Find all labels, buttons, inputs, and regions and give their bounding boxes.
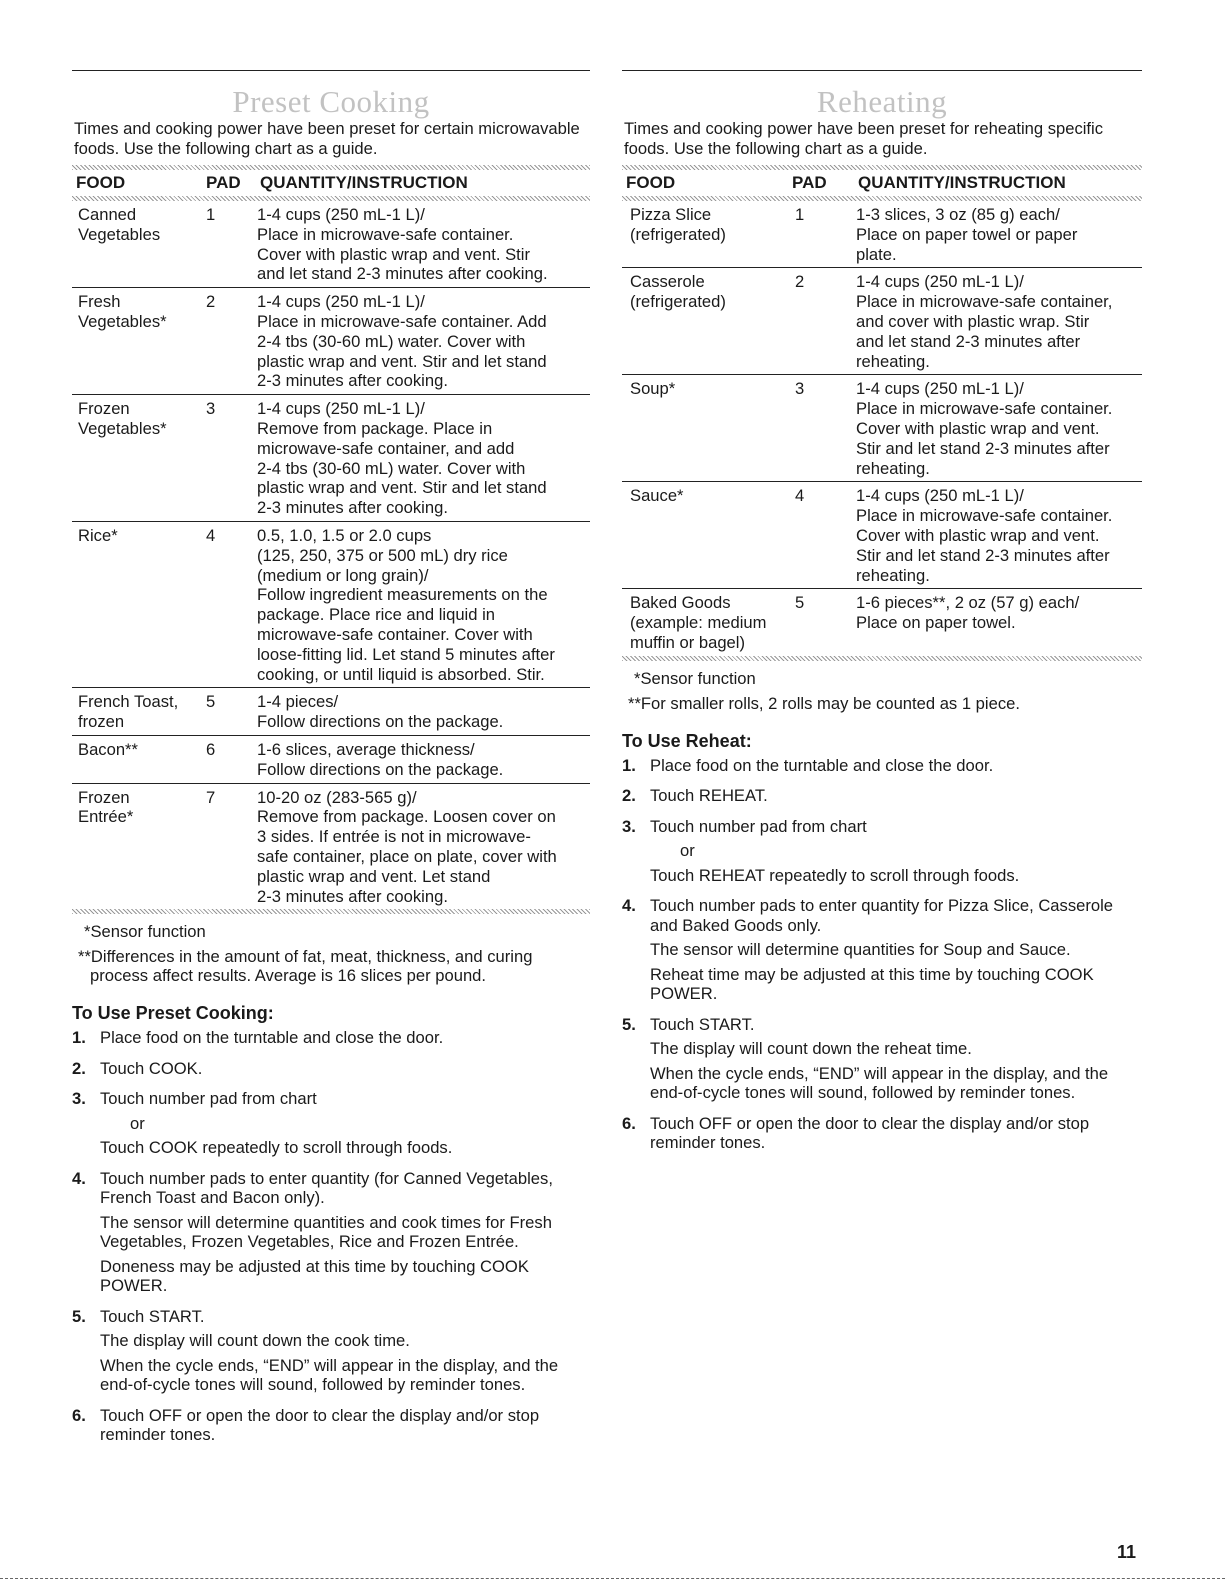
instruction-line: microwave-safe container, and add	[257, 438, 515, 458]
quantity-instruction-cell	[856, 272, 1142, 371]
step-item	[72, 1059, 590, 1084]
food-name-line: French Toast,	[78, 692, 179, 712]
food-name-line: muffin or bagel)	[630, 632, 745, 652]
instruction-line: 2-3 minutes after cooking.	[257, 371, 448, 391]
table-row	[622, 481, 1142, 588]
step-number: 5.	[72, 1306, 86, 1326]
steps-heading: To Use Preset Cooking:	[72, 1003, 274, 1024]
step-text: The sensor will determine quantities and cook times for Fresh Vegetables, Frozen Vegetables, Rice and Frozen Entrée.	[100, 1212, 552, 1252]
step-item	[622, 1114, 1142, 1158]
instruction-line: 2-4 tbs (30-60 mL) water. Cover with	[257, 458, 526, 478]
pad-number: 5	[795, 593, 805, 613]
table-row	[72, 287, 590, 394]
quantity-instruction-cell	[856, 205, 1142, 264]
header-quantity: QUANTITY/INSTRUCTION	[260, 173, 468, 192]
table-row	[72, 687, 590, 735]
food-name-line: Bacon**	[78, 739, 138, 759]
instruction-line: and cover with plastic wrap. Stir	[856, 311, 1090, 331]
section-title: Preset Cooking	[232, 84, 430, 119]
step-text: Touch number pads to enter quantity for Pizza Slice, Casserole and Baked Goods only.	[650, 896, 1114, 935]
step-text: Touch COOK repeatedly to scroll through foods.	[100, 1138, 453, 1158]
food-cell	[72, 526, 206, 684]
food-cell	[622, 379, 795, 478]
instruction-line: 1-4 cups (250 mL-1 L)/	[856, 486, 1024, 506]
table-header	[72, 170, 590, 196]
table-row	[72, 394, 590, 521]
instruction-line: Place in microwave-safe container,	[856, 292, 1113, 312]
step-number: 3.	[622, 816, 636, 836]
section-intro: Times and cooking power have been preset for certain microwavable foods. Use the following chart as a guide.	[74, 119, 580, 158]
instruction-line: Remove from package. Loosen cover on	[257, 807, 556, 827]
preset-table-body	[72, 201, 590, 909]
instruction-line: Place on paper towel.	[856, 613, 1016, 633]
step-text: Touch number pad from chart	[100, 1089, 317, 1109]
steps-heading: To Use Reheat:	[622, 730, 752, 751]
step-item	[622, 786, 1142, 811]
step-item	[622, 896, 1142, 1009]
table-row	[622, 588, 1142, 655]
step-text: Touch OFF or open the door to clear the display and/or stop reminder tones.	[650, 1113, 1090, 1153]
step-item	[72, 1307, 590, 1400]
hatch-rule	[622, 165, 1142, 170]
step-item	[72, 1169, 590, 1301]
table-row	[622, 267, 1142, 374]
step-item	[72, 1028, 590, 1053]
quantity-instruction-cell	[257, 205, 590, 284]
food-cell	[72, 788, 206, 907]
instruction-line: package. Place rice and liquid in	[257, 605, 495, 625]
step-text: Touch REHEAT repeatedly to scroll through foods.	[650, 865, 1020, 885]
step-body	[100, 1169, 590, 1301]
step-text: The display will count down the cook time.	[100, 1331, 410, 1351]
step-text: Place food on the turntable and close the door.	[650, 755, 994, 775]
instruction-line: loose-fitting lid. Let stand 5 minutes after	[257, 644, 555, 664]
step-item	[622, 1015, 1142, 1108]
step-body	[100, 1028, 590, 1053]
step-item	[622, 817, 1142, 891]
step-text: Place food on the turntable and close the door.	[100, 1028, 444, 1048]
food-name-line: (example: medium	[630, 613, 767, 633]
step-or: or	[680, 841, 695, 861]
food-cell	[72, 692, 206, 732]
hatch-rule	[72, 196, 590, 201]
instruction-line: plastic wrap and vent. Let stand	[257, 866, 491, 886]
instruction-line: Stir and let stand 2-3 minutes after	[856, 545, 1110, 565]
food-name-line: Soup*	[630, 379, 676, 399]
step-text: Doneness may be adjusted at this time by touching COOK POWER.	[100, 1256, 529, 1296]
instruction-line: Cover with plastic wrap and vent.	[856, 418, 1100, 438]
pad-number: 3	[795, 379, 805, 399]
step-text: Touch number pads to enter quantity (for Canned Vegetables, French Toast and Bacon only).	[100, 1168, 553, 1208]
step-number: 3.	[72, 1089, 86, 1109]
instruction-line: plastic wrap and vent. Stir and let stand	[257, 351, 547, 371]
pad-number: 2	[206, 292, 216, 312]
instruction-line: (medium or long grain)/	[257, 565, 429, 585]
quantity-instruction-cell	[257, 692, 590, 732]
instruction-line: safe container, place on plate, cover with	[257, 846, 557, 866]
step-body	[100, 1059, 590, 1084]
step-number: 2.	[72, 1058, 86, 1078]
instruction-line: Place in microwave-safe container.	[856, 399, 1113, 419]
instruction-line: 2-4 tbs (30-60 mL) water. Cover with	[257, 331, 526, 351]
step-number: 2.	[622, 786, 636, 806]
food-name-line: Canned	[78, 205, 137, 224]
step-item	[72, 1089, 590, 1163]
instruction-line: 1-4 cups (250 mL-1 L)/	[856, 379, 1024, 399]
section-title: Reheating	[816, 84, 948, 119]
pad-number: 1	[206, 205, 216, 224]
step-text: Reheat time may be adjusted at this time by touching COOK POWER.	[650, 964, 1094, 1004]
footnote-bacon: **Differences in the amount of fat, meat, thickness, and curing process affect results. Average is 16 slices per pound.	[78, 947, 533, 986]
section-intro: Times and cooking power have been preset for reheating specific foods. Use the following chart as a guide.	[624, 119, 1104, 158]
instruction-line: Follow directions on the package.	[257, 759, 504, 779]
instruction-line: 1-4 cups (250 mL-1 L)/	[257, 292, 425, 312]
food-cell	[622, 593, 795, 652]
preset-cooking-section	[72, 70, 590, 1456]
instruction-line: and let stand 2-3 minutes after cooking.	[257, 264, 548, 284]
instruction-line: Place in microwave-safe container.	[257, 224, 514, 244]
food-cell	[622, 205, 795, 264]
reheat-table-body	[622, 201, 1142, 656]
step-number: 4.	[622, 896, 636, 916]
pad-number: 7	[206, 787, 216, 807]
instruction-line: 1-4 pieces/	[257, 692, 339, 712]
table-row	[72, 783, 590, 910]
food-cell	[72, 292, 206, 391]
instruction-line: reheating.	[856, 458, 930, 478]
instruction-line: Place on paper towel or paper	[856, 224, 1078, 244]
table-row	[72, 521, 590, 687]
step-body	[100, 1089, 590, 1163]
quantity-instruction-cell	[257, 788, 590, 907]
table-header	[622, 170, 1142, 196]
instruction-line: 2-3 minutes after cooking.	[257, 886, 448, 906]
instruction-line: 1-3 slices, 3 oz (85 g) each/	[856, 205, 1060, 224]
top-rule	[72, 70, 590, 71]
step-item	[72, 1406, 590, 1450]
step-number: 1.	[72, 1028, 86, 1048]
header-food: FOOD	[76, 173, 126, 192]
step-text: Touch COOK.	[100, 1058, 203, 1078]
food-name-line: Rice*	[78, 525, 118, 545]
food-name-line: frozen	[78, 712, 125, 732]
header-food: FOOD	[626, 173, 676, 192]
step-body	[650, 1114, 1142, 1158]
instruction-line: reheating.	[856, 351, 930, 371]
pad-number: 4	[206, 525, 216, 545]
instruction-line: Stir and let stand 2-3 minutes after	[856, 438, 1110, 458]
quantity-instruction-cell	[856, 593, 1142, 652]
instruction-line: 1-4 cups (250 mL-1 L)/	[257, 205, 425, 224]
step-text: Touch REHEAT.	[650, 786, 768, 806]
instruction-line: Follow ingredient measurements on the	[257, 585, 548, 605]
food-cell	[622, 486, 795, 585]
bottom-rule	[0, 1578, 1225, 1579]
quantity-instruction-cell	[257, 526, 590, 684]
step-number: 4.	[72, 1168, 86, 1188]
food-name-line: Sauce*	[630, 486, 684, 506]
reheat-steps-list	[622, 756, 1142, 1158]
instruction-line: plastic wrap and vent. Stir and let stand	[257, 478, 547, 498]
pad-number: 1	[795, 205, 805, 224]
instruction-line: Cover with plastic wrap and vent. Stir	[257, 244, 530, 264]
pad-number: 2	[795, 272, 805, 292]
header-pad: PAD	[206, 173, 241, 192]
hatch-rule	[72, 165, 590, 170]
quantity-instruction-cell	[856, 486, 1142, 585]
instruction-line: 3 sides. If entrée is not in microwave-	[257, 827, 531, 847]
hatch-rule	[622, 196, 1142, 201]
hatch-rule	[622, 656, 1142, 661]
step-body	[100, 1307, 590, 1400]
step-number: 5.	[622, 1014, 636, 1034]
step-body	[650, 756, 1142, 781]
food-name-line: Fresh	[78, 292, 121, 312]
quantity-instruction-cell	[856, 379, 1142, 478]
instruction-line: Place in microwave-safe container. Add	[257, 311, 547, 331]
step-body	[650, 1015, 1142, 1108]
food-name-line: Baked Goods	[630, 593, 731, 613]
food-cell	[72, 740, 206, 780]
step-text: When the cycle ends, “END” will appear in the display, and the end-of-cycle tones will sound, followed by reminder tones.	[100, 1355, 559, 1395]
pad-number: 3	[206, 399, 216, 419]
step-text: The display will count down the reheat time.	[650, 1039, 972, 1059]
header-quantity: QUANTITY/INSTRUCTION	[858, 173, 1066, 192]
instruction-line: cooking, or until liquid is absorbed. Stir.	[257, 664, 545, 684]
food-cell	[72, 205, 206, 284]
instruction-line: microwave-safe container. Cover with	[257, 624, 533, 644]
pad-number: 4	[795, 486, 805, 506]
pad-number: 6	[206, 739, 216, 759]
instruction-line: Place in microwave-safe container.	[856, 506, 1113, 526]
instruction-line: Follow directions on the package.	[257, 712, 504, 732]
step-text: Touch START.	[650, 1014, 755, 1034]
table-row	[622, 201, 1142, 267]
step-or: or	[130, 1113, 145, 1133]
step-body	[650, 896, 1142, 1009]
pad-number: 5	[206, 692, 216, 712]
food-name-line: Vegetables*	[78, 311, 167, 331]
step-body	[650, 817, 1142, 891]
instruction-line: plate.	[856, 244, 897, 264]
food-name-line: Frozen	[78, 787, 130, 807]
instruction-line: Cover with plastic wrap and vent.	[856, 525, 1100, 545]
food-name-line: Vegetables	[78, 224, 161, 244]
step-number: 1.	[622, 755, 636, 775]
table-row	[72, 735, 590, 783]
quantity-instruction-cell	[257, 292, 590, 391]
food-name-line: Pizza Slice	[630, 205, 712, 224]
instruction-line: 1-6 pieces**, 2 oz (57 g) each/	[856, 593, 1080, 613]
quantity-instruction-cell	[257, 740, 590, 780]
header-pad: PAD	[792, 173, 827, 192]
step-number: 6.	[622, 1113, 636, 1133]
instruction-line: Remove from package. Place in	[257, 418, 493, 438]
instruction-line: 2-3 minutes after cooking.	[257, 498, 448, 518]
instruction-line: reheating.	[856, 565, 930, 585]
food-name-line: (refrigerated)	[630, 292, 726, 312]
footnote-sensor: *Sensor function	[634, 668, 756, 688]
food-cell	[72, 399, 206, 518]
food-cell	[622, 272, 795, 371]
instruction-line: 1-4 cups (250 mL-1 L)/	[856, 272, 1024, 292]
reheating-section	[622, 70, 1142, 1164]
food-name-line: Casserole	[630, 272, 705, 292]
food-name-line: Vegetables*	[78, 418, 167, 438]
footnote-rolls: **For smaller rolls, 2 rolls may be counted as 1 piece.	[628, 693, 1020, 713]
quantity-instruction-cell	[257, 399, 590, 518]
step-text: When the cycle ends, “END” will appear in the display, and the end-of-cycle tones will sound, followed by reminder tones.	[650, 1063, 1109, 1103]
top-rule	[622, 70, 1142, 71]
footnote-sensor: *Sensor function	[84, 922, 206, 942]
table-row	[72, 201, 590, 287]
step-text: Touch number pad from chart	[650, 816, 867, 836]
table-row	[622, 374, 1142, 481]
instruction-line: 1-4 cups (250 mL-1 L)/	[257, 399, 425, 419]
step-text: Touch OFF or open the door to clear the display and/or stop reminder tones.	[100, 1405, 540, 1445]
food-name-line: (refrigerated)	[630, 224, 726, 244]
step-body	[100, 1406, 590, 1450]
preset-steps-list	[72, 1028, 590, 1450]
step-number: 6.	[72, 1405, 86, 1425]
food-name-line: Entrée*	[78, 807, 134, 827]
step-text: The sensor will determine quantities for Soup and Sauce.	[650, 940, 1071, 960]
instruction-line: 10-20 oz (283-565 g)/	[257, 787, 417, 807]
instruction-line: (125, 250, 375 or 500 mL) dry rice	[257, 545, 508, 565]
instruction-line: and let stand 2-3 minutes after	[856, 331, 1081, 351]
page-number: 11	[1117, 1542, 1137, 1562]
step-text: Touch START.	[100, 1306, 205, 1326]
step-item	[622, 756, 1142, 781]
instruction-line: 1-6 slices, average thickness/	[257, 739, 475, 759]
food-name-line: Frozen	[78, 399, 130, 419]
step-body	[650, 786, 1142, 811]
hatch-rule	[72, 909, 590, 914]
instruction-line: 0.5, 1.0, 1.5 or 2.0 cups	[257, 525, 432, 545]
